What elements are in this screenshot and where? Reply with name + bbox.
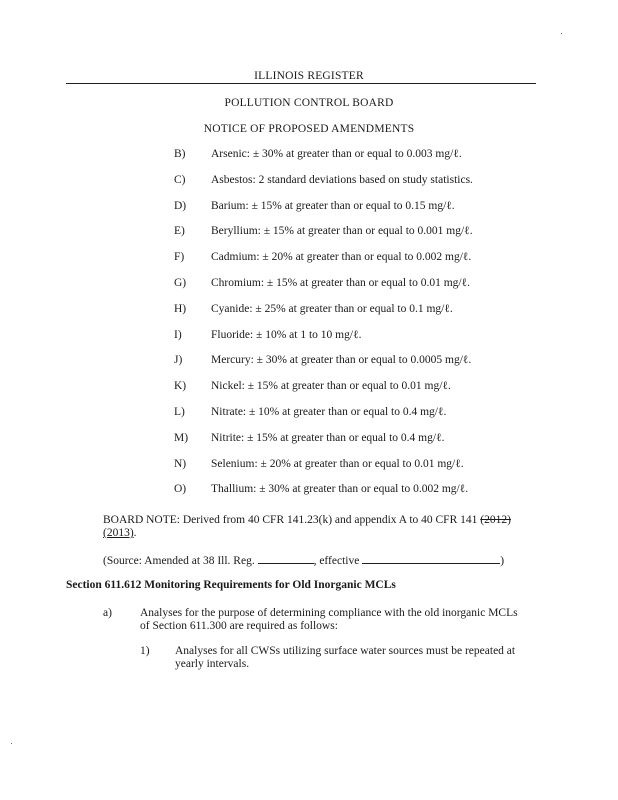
item-letter: I) xyxy=(174,328,182,341)
register-blank xyxy=(258,553,314,564)
item-letter: H) xyxy=(174,302,187,315)
section-title: Monitoring Requirements for Old Inorganic MCLs xyxy=(141,579,396,591)
header-rule xyxy=(66,83,536,84)
item-letter: N) xyxy=(174,457,187,470)
item-text: Nickel: ± 15% at greater than or equal to 0.01 mg/ℓ. xyxy=(211,380,451,393)
item-text: Thallium: ± 30% at greater than or equal to 0.002 mg/ℓ. xyxy=(211,483,469,496)
list-item xyxy=(0,380,618,406)
notice-title: NOTICE OF PROPOSED AMENDMENTS xyxy=(203,123,415,135)
item-text: Beryllium: ± 15% at greater than or equal to 0.001 mg/ℓ. xyxy=(211,225,473,238)
struck-year: (2012) xyxy=(480,514,511,526)
list-item xyxy=(0,303,618,329)
item-text: Cyanide: ± 25% at greater than or equal to 0.1 mg/ℓ. xyxy=(211,302,453,315)
item-letter: D) xyxy=(174,199,187,212)
subsection-1-line: yearly intervals. xyxy=(175,658,250,670)
subsection-a-line: of Section 611.300 are required as follows: xyxy=(140,620,338,632)
subsection-a-text xyxy=(140,607,540,633)
subsection-1-text xyxy=(175,645,545,671)
source-close: ) xyxy=(500,555,505,567)
list-item xyxy=(0,483,618,509)
tolerance-list xyxy=(0,148,618,509)
date-blank xyxy=(362,553,500,564)
list-item xyxy=(0,174,618,200)
item-letter: M) xyxy=(174,431,189,444)
list-item xyxy=(0,432,618,458)
subsection-1-line: Analyses for all CWSs utilizing surface water sources must be repeated at xyxy=(175,645,516,657)
list-item xyxy=(0,251,618,277)
section-number: Section 611.612 xyxy=(66,579,142,591)
list-item xyxy=(0,354,618,380)
item-letter: K) xyxy=(174,380,187,393)
item-letter: G) xyxy=(174,276,187,289)
subsection-a-label: a) xyxy=(103,607,112,619)
list-item xyxy=(0,225,618,251)
item-text: Selenium: ± 20% at greater than or equal to 0.01 mg/ℓ. xyxy=(211,457,464,470)
subsection-1-label: 1) xyxy=(140,645,150,657)
item-text: Chromium: ± 15% at greater than or equal to 0.01 mg/ℓ. xyxy=(211,276,471,289)
item-text: Arsenic: ± 30% at greater than or equal to 0.003 mg/ℓ. xyxy=(211,148,462,160)
item-letter: L) xyxy=(174,405,185,418)
list-item xyxy=(0,148,618,174)
scan-speck xyxy=(561,33,562,34)
list-item xyxy=(0,277,618,303)
source-text: (Source: Amended at 38 Ill. Reg. xyxy=(103,555,258,567)
board-title: POLLUTION CONTROL BOARD xyxy=(224,97,394,109)
list-item xyxy=(0,329,618,355)
item-text: Mercury: ± 30% at greater than or equal to 0.0005 mg/ℓ. xyxy=(211,354,472,367)
added-year: (2013) xyxy=(103,527,134,539)
effective-text: , effective xyxy=(313,555,363,567)
item-text: Nitrite: ± 15% at greater than or equal to 0.4 mg/ℓ. xyxy=(211,431,445,444)
board-note xyxy=(103,514,523,540)
item-letter: B) xyxy=(174,148,186,160)
list-item xyxy=(0,406,618,432)
item-text: Asbestos: 2 standard deviations based on study statistics. xyxy=(211,173,473,186)
list-item xyxy=(0,458,618,484)
register-title: ILLINOIS REGISTER xyxy=(254,70,364,82)
source-line xyxy=(103,553,533,568)
item-letter: J) xyxy=(174,354,183,367)
board-note-text: BOARD NOTE: Derived from 40 CFR 141.23(k) and appendix A to 40 CFR 141 xyxy=(103,514,481,526)
item-letter: C) xyxy=(174,173,186,186)
subsection-a-line: Analyses for the purpose of determining compliance with the old inorganic MCLs xyxy=(140,607,518,619)
section-heading xyxy=(66,579,396,592)
item-letter: O) xyxy=(174,483,187,496)
item-text: Nitrate: ± 10% at greater than or equal to 0.4 mg/ℓ. xyxy=(211,405,447,418)
item-letter: E) xyxy=(174,225,185,238)
item-text: Cadmium: ± 20% at greater than or equal to 0.002 mg/ℓ. xyxy=(211,251,472,264)
scan-speck xyxy=(11,743,12,744)
list-item xyxy=(0,200,618,226)
board-note-end: . xyxy=(133,527,137,539)
item-text: Barium: ± 15% at greater than or equal to 0.15 mg/ℓ. xyxy=(211,199,455,212)
item-text: Fluoride: ± 10% at 1 to 10 mg/ℓ. xyxy=(211,328,362,341)
item-letter: F) xyxy=(174,251,185,264)
